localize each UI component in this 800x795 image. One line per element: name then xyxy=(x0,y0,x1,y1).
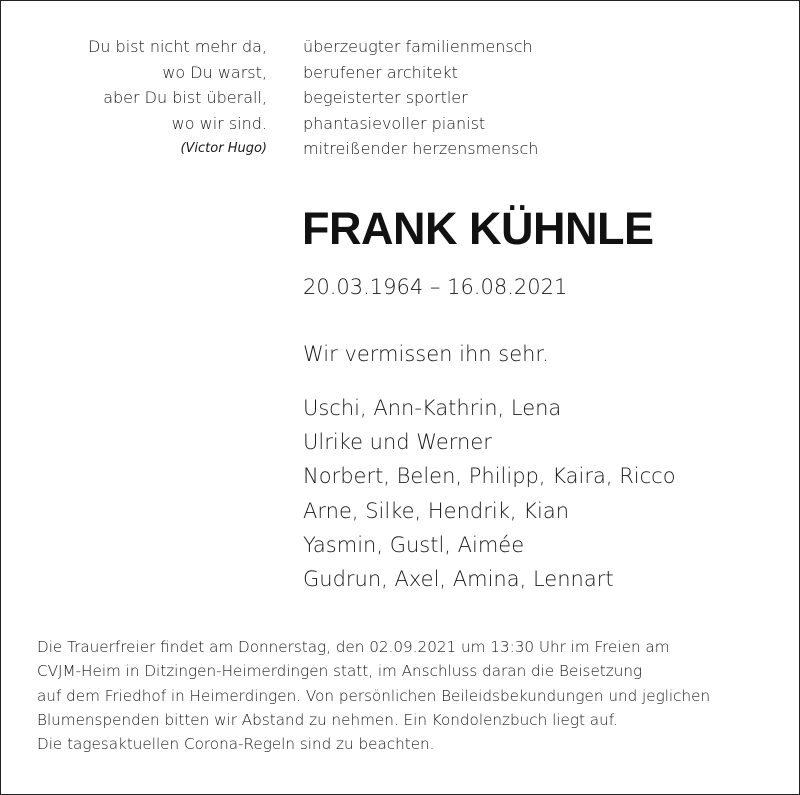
family-line: Norbert, Belen, Philipp, Kaira, Ricco xyxy=(303,464,676,489)
trait-item: begeisterter sportler xyxy=(303,88,468,107)
mourning-phrase: Wir vermissen ihn sehr. xyxy=(303,342,549,366)
quote-line: wo wir sind. xyxy=(171,113,267,133)
notice-line: Die tagesaktuellen Corona-Regeln sind zu beachten. xyxy=(37,735,435,754)
quote-line: wo Du warst, xyxy=(162,62,267,82)
notice-line: CVJM-Heim in Ditzingen-Heimerdingen statt, im Anschluss daran die Beisetzung xyxy=(37,662,643,681)
notice-line: Blumenspenden bitten wir Abstand zu nehmen. Ein Kondolenzbuch liegt auf. xyxy=(37,710,618,729)
family-line: Uschi, Ann-Kathrin, Lena xyxy=(303,396,562,420)
quote-author: (Victor Hugo) xyxy=(180,141,267,156)
notice-line: Die Trauerfreier findet am Donnerstag, den 02.09.2021 um 13:30 Uhr im Freien am xyxy=(37,638,670,656)
funeral-notice xyxy=(37,635,787,756)
family-list xyxy=(303,391,783,596)
quote-line: aber Du bist überall, xyxy=(103,88,267,107)
deceased-name: FRANK KÜHNLE xyxy=(302,203,654,254)
trait-item: berufener architekt xyxy=(303,62,458,82)
life-dates: 20.03.1964 – 16.08.2021 xyxy=(303,275,568,299)
notice-line: auf dem Friedhof in Heimerdingen. Von persönlichen Beileidsbekundungen und jeglichen xyxy=(37,686,711,705)
family-line: Yasmin, Gustl, Aimée xyxy=(303,532,525,557)
trait-item: überzeugter familienmensch xyxy=(303,37,533,56)
family-line: Arne, Silke, Hendrik, Kian xyxy=(303,498,570,523)
family-line: Gudrun, Axel, Amina, Lennart xyxy=(303,567,614,592)
quote-line: Du bist nicht mehr da, xyxy=(87,37,267,56)
quote-block xyxy=(41,34,267,162)
trait-item: phantasievoller pianist xyxy=(303,113,486,133)
family-line: Ulrike und Werner xyxy=(303,430,492,455)
traits-list xyxy=(303,34,773,162)
trait-item: mitreißender herzensmensch xyxy=(303,139,539,158)
